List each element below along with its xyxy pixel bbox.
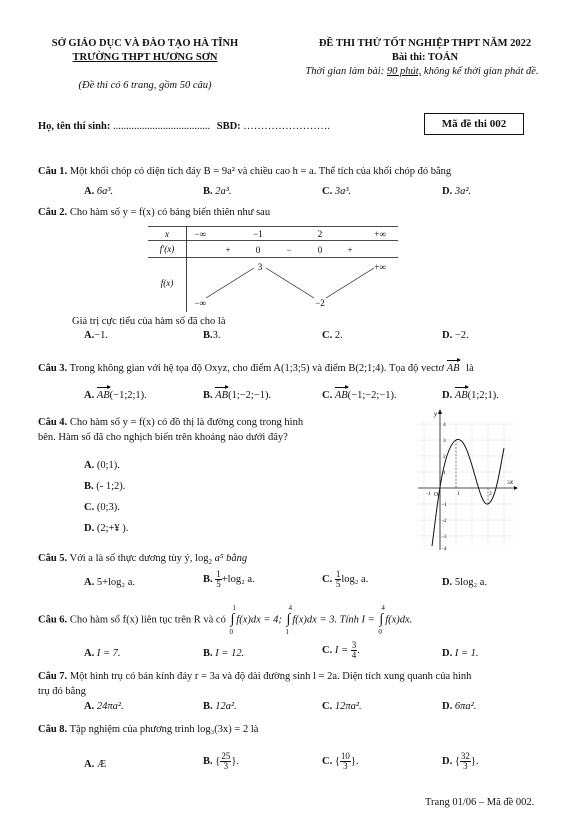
- q2-text: [38, 207, 270, 218]
- label-b: B.: [203, 755, 213, 767]
- q7-option-a[interactable]: [84, 701, 124, 712]
- label-d: D.: [442, 390, 453, 401]
- q4-option-d[interactable]: [84, 523, 128, 534]
- q6-c-den: 4: [351, 650, 357, 660]
- q2-option-d[interactable]: [442, 330, 469, 341]
- q6-stem: Cho hàm số f(x) liên tục trên R và có: [69, 614, 226, 626]
- q6-int2: f(x)dx = 3. Tính I =: [292, 614, 375, 626]
- y-tick: -2: [442, 518, 447, 524]
- label-d: D.: [442, 755, 453, 767]
- label-d: D.: [442, 330, 453, 341]
- school-name: TRƯỜNG THPT HƯƠNG SƠN: [72, 52, 218, 63]
- q7-d-value: 6πa².: [454, 701, 477, 712]
- q6-text: [38, 604, 413, 636]
- y-tick: -1: [442, 502, 447, 508]
- y-tick: 2: [443, 454, 446, 460]
- table-x-val: −∞: [194, 229, 206, 239]
- q2-number: Câu 2.: [38, 207, 68, 218]
- q5-b-den: 5: [216, 579, 221, 589]
- q6-option-d[interactable]: [442, 648, 479, 659]
- integral-sign: ∫ 4 0: [378, 604, 385, 636]
- q3-number: Câu 3.: [38, 363, 68, 374]
- q1-c-value: 3a³.: [334, 186, 352, 197]
- q6-c-pre: I =: [334, 644, 349, 656]
- label-a: A.: [84, 759, 95, 770]
- pages-note: (Đề thi có 6 trang, gồm 50 câu): [78, 80, 212, 91]
- q7-option-d[interactable]: [442, 701, 476, 712]
- time-note: [262, 66, 582, 77]
- q5-c-den: 5: [335, 579, 341, 589]
- label-b: B.: [203, 330, 213, 341]
- q3-tail: là: [466, 363, 474, 374]
- q8-number: Câu 8.: [38, 724, 68, 735]
- graph-y-label: y: [434, 410, 438, 418]
- integral-sign: ∫ 4 1: [285, 604, 292, 636]
- q1-stem: Một khối chóp có diện tích đáy B = 9a² và chiều cao h = a. Thể tích của khối chóp đó bằng: [69, 166, 452, 177]
- q8-b-fraction: [220, 752, 231, 771]
- q3-b-value: (1;−2;−1).: [228, 390, 272, 401]
- q5-number: Câu 5.: [38, 553, 68, 564]
- q2-stem: Cho hàm số y = f(x) có bảng biến thiên như sau: [69, 207, 271, 218]
- q1-option-d[interactable]: [442, 186, 471, 197]
- q8-option-d[interactable]: D. { $\frac{32}{3}$ }.: [442, 751, 479, 771]
- q6-option-a[interactable]: [84, 648, 121, 659]
- x-tick: -1: [426, 491, 431, 497]
- q8-d-fraction: [460, 752, 471, 771]
- q6-d-value: I = 1.: [454, 648, 479, 659]
- y-tick: 1: [443, 470, 446, 476]
- q3-d-vector: AB: [454, 390, 468, 401]
- label-a: A.: [84, 577, 95, 588]
- sbd-dots: …………………….: [243, 121, 330, 132]
- q5-option-b[interactable]: [203, 570, 255, 589]
- x-tick: 2: [489, 491, 492, 497]
- y-tick: 3: [443, 438, 446, 444]
- q4-text-line2: bên. Hàm số đã cho nghịch biến trên khoảng nào dưới đây?: [38, 432, 288, 443]
- q8-d-den: 3: [463, 761, 468, 771]
- variation-arrow: [266, 268, 314, 298]
- q2-a-value: −1.: [94, 330, 109, 341]
- q8-c-den: 3: [343, 761, 348, 771]
- q2-b-value: 3.: [212, 330, 221, 341]
- label-a: A.: [84, 460, 95, 471]
- table-f-val: 3: [257, 262, 263, 272]
- q6-option-c[interactable]: C. I = $\frac{3}{4}$ .: [322, 640, 360, 660]
- q8-text: [38, 724, 258, 735]
- integral-sign: ∫ 1 0: [229, 604, 236, 636]
- q7-option-b[interactable]: [203, 701, 237, 712]
- q4-option-b[interactable]: [84, 481, 125, 492]
- label-d: D.: [442, 577, 453, 588]
- label-a: A.: [84, 701, 95, 712]
- q4-stem-1: Cho hàm số y = f(x) có đồ thị là đường cong trong hình: [69, 417, 304, 428]
- q5-a-value: 5+log₂ a.: [96, 577, 136, 588]
- q5-option-d[interactable]: [442, 577, 487, 588]
- label-c: C.: [322, 755, 333, 767]
- q4-number: Câu 4.: [38, 417, 68, 428]
- label-a: A.: [84, 186, 95, 197]
- label-c: C.: [322, 330, 333, 341]
- table-f-val: −∞: [194, 298, 206, 308]
- q6-int3: f(x)dx.: [385, 614, 413, 626]
- q3-c-value: (−1;−2;−1).: [347, 390, 397, 401]
- label-b: B.: [203, 186, 213, 197]
- time-prefix: Thời gian làm bài:: [305, 66, 387, 77]
- table-x-val: +∞: [374, 229, 386, 239]
- label-b: B.: [203, 573, 213, 585]
- q5-d-value: 5log₂ a.: [454, 577, 488, 588]
- table-f-label: f(x): [160, 278, 174, 288]
- q7-text-line1: [38, 671, 471, 682]
- q2-option-a[interactable]: [84, 330, 108, 341]
- q2-option-b[interactable]: [203, 330, 221, 341]
- q1-option-b[interactable]: [203, 186, 232, 197]
- label-d: D.: [442, 186, 453, 197]
- q7-number: Câu 7.: [38, 671, 68, 682]
- q5-option-a[interactable]: [84, 577, 135, 588]
- q4-b-value: (- 1;2).: [96, 481, 126, 492]
- q2-subtext: Giá trị cực tiểu của hàm số đã cho là: [72, 316, 226, 327]
- label-a: A.: [84, 330, 95, 341]
- y-axis-arrow: [438, 409, 442, 414]
- q1-option-a[interactable]: [84, 186, 113, 197]
- table-f-val: −2: [315, 298, 325, 308]
- q6-c-fraction: [351, 641, 358, 660]
- q1-text: [38, 166, 451, 177]
- q5-option-c[interactable]: [322, 570, 368, 589]
- q8-c-num: 10: [340, 751, 350, 761]
- q8-d-num: 32: [460, 751, 470, 761]
- table-fp-label: f′(x): [159, 244, 175, 254]
- table-sign: 0: [317, 245, 323, 255]
- dept-name: SỞ GIÁO DỤC VÀ ĐÀO TẠO HÀ TĨNH: [51, 38, 239, 49]
- q8-b-num: 25: [221, 751, 231, 761]
- q8-b-den: 3: [223, 761, 229, 771]
- label-c: C.: [322, 644, 333, 656]
- q7-a-value: 24πa².: [96, 701, 124, 712]
- q7-option-c[interactable]: [322, 701, 362, 712]
- function-graph: [414, 408, 518, 554]
- label-a: A.: [84, 648, 95, 659]
- q8-stem: Tập nghiệm của phương trình log₃(3x) = 2 là: [69, 724, 259, 735]
- q4-option-c[interactable]: [84, 502, 120, 513]
- table-sign: −: [286, 245, 292, 255]
- q5-b-num: 1: [216, 569, 221, 579]
- label-c: C.: [322, 186, 333, 197]
- table-x-val: −1: [253, 229, 263, 239]
- label-b: B.: [203, 648, 213, 659]
- table-sign: +: [225, 245, 231, 255]
- subject: Bài thi: TOÁN: [391, 52, 459, 63]
- time-value: 90 phút,: [386, 66, 422, 77]
- student-line: [38, 121, 330, 132]
- name-dots: .....................................: [112, 121, 211, 132]
- q8-a-value: Æ: [96, 759, 107, 770]
- variation-arrow: [206, 268, 254, 298]
- q3-d-value: (1;2;1).: [467, 390, 499, 401]
- label-c: C.: [322, 573, 333, 585]
- q7-stem-1: Một hình trụ có bán kính đáy r = 3a và độ dài đường sinh l = 2a. Diện tích xung quanh của hình: [69, 671, 472, 682]
- q6-a-value: I = 7.: [96, 648, 121, 659]
- q6-b-value: I = 12.: [215, 648, 245, 659]
- q6-option-b[interactable]: [203, 648, 244, 659]
- q8-option-b[interactable]: B. { $\frac{25}{3}$ }.: [203, 751, 239, 771]
- y-tick: -3: [442, 534, 447, 540]
- q4-c-value: (0;3).: [96, 502, 120, 513]
- q5-stem-pre: Với a là số thực dương tùy ý, log: [69, 553, 209, 564]
- q7-c-value: 12πa².: [334, 701, 362, 712]
- time-suffix: không kể thời gian phát đề.: [421, 66, 539, 77]
- label-b: B.: [203, 390, 213, 401]
- exam-title: ĐỀ THI THỬ TỐT NGHIỆP THPT NĂM 2022: [318, 38, 532, 49]
- q7-text-line2: trụ đó bằng: [38, 686, 86, 697]
- q3-option-b[interactable]: [203, 390, 271, 401]
- q5-c-num: 1: [335, 569, 341, 579]
- table-f-val: +∞: [374, 262, 386, 272]
- graph-origin: O: [434, 492, 439, 498]
- q6-int1: f(x)dx = 4;: [236, 614, 282, 626]
- table-x-label: x: [165, 229, 169, 239]
- q3-text: [38, 363, 474, 374]
- y-tick: 4: [443, 422, 446, 428]
- page-footer: Trang 01/06 – Mã đề 002.: [425, 797, 535, 808]
- q3-vector: AB: [446, 363, 460, 374]
- sbd-label: SBD:: [216, 121, 241, 132]
- x-axis-arrow: [514, 486, 518, 490]
- q8-option-a[interactable]: [84, 759, 106, 770]
- name-label: Họ, tên thí sinh:: [38, 121, 111, 132]
- table-x-val: 2: [317, 229, 323, 239]
- q3-c-vector: AB: [334, 390, 348, 401]
- q2-c-value: 2.: [334, 330, 343, 341]
- q5-c-tail: log₂ a.: [341, 573, 369, 585]
- q2-d-value: −2.: [454, 330, 469, 341]
- label-b: B.: [84, 481, 94, 492]
- q3-a-value: (−1;2;1).: [109, 390, 147, 401]
- x-tick: 1: [457, 491, 460, 497]
- table-sign: +: [347, 245, 353, 255]
- q3-option-c[interactable]: [322, 390, 397, 401]
- label-c: C.: [84, 502, 95, 513]
- q3-b-vector: AB: [215, 390, 229, 401]
- q4-text-line1: [38, 417, 303, 428]
- q1-a-value: 6a³.: [96, 186, 114, 197]
- q6-c-num: 3: [351, 640, 357, 650]
- graph-x-label: x: [510, 478, 514, 486]
- exam-code-box: Mã đề thi 002: [424, 113, 524, 135]
- q1-d-value: 3a².: [454, 186, 472, 197]
- label-a: A.: [84, 390, 95, 401]
- q3-option-d[interactable]: [442, 390, 499, 401]
- table-sign: 0: [255, 245, 261, 255]
- x-tick: 3: [507, 480, 510, 486]
- variation-arrow: [326, 268, 374, 298]
- q6-number: Câu 6.: [38, 614, 68, 626]
- label-c: C.: [322, 390, 333, 401]
- q5-stem-post: a⁵ bằng: [214, 553, 248, 564]
- q1-option-c[interactable]: [322, 186, 351, 197]
- label-c: C.: [322, 701, 333, 712]
- label-d: D.: [442, 701, 453, 712]
- q1-number: Câu 1.: [38, 166, 68, 177]
- label-d: D.: [84, 523, 95, 534]
- q5-b-tail: +log₂ a.: [221, 573, 255, 585]
- y-tick: -4: [442, 546, 447, 552]
- q3-option-a[interactable]: [84, 390, 147, 401]
- q3-a-vector: AB: [96, 390, 110, 401]
- q3-stem: Trong không gian với hệ tọa độ Oxyz, cho điểm A(1;3;5) và điểm B(2;1;4). Tọa độ vectơ: [69, 363, 445, 374]
- label-b: B.: [203, 701, 213, 712]
- q4-a-value: (0;1).: [96, 460, 120, 471]
- label-d: D.: [442, 648, 453, 659]
- q8-c-fraction: [340, 752, 351, 771]
- q4-d-value: (2;+¥ ).: [96, 523, 129, 534]
- q5-text: Câu 5. Với a là số thực dương tùy ý, $\log_2 a^5$ bằng: [38, 553, 248, 567]
- q7-b-value: 12a².: [215, 701, 237, 712]
- q4-option-a[interactable]: [84, 460, 120, 471]
- q8-option-c[interactable]: C. { $\frac{10}{3}$ }.: [322, 751, 359, 771]
- variation-table: [148, 226, 398, 312]
- q1-b-value: 2a³.: [215, 186, 232, 197]
- q2-option-c[interactable]: [322, 330, 343, 341]
